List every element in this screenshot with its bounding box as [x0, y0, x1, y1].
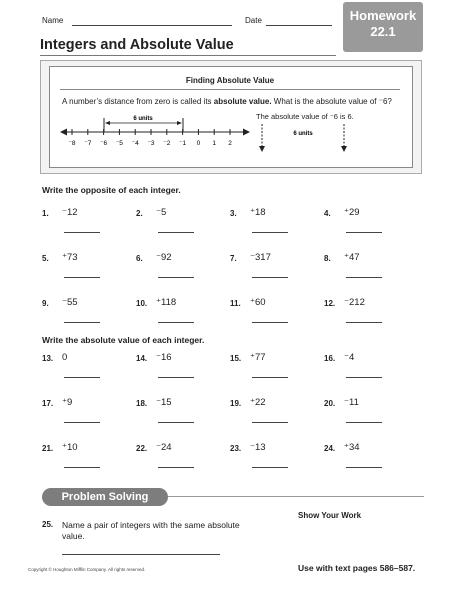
- answer-blank[interactable]: [158, 322, 194, 323]
- badge-line1: Homework: [349, 8, 417, 23]
- answer-blank[interactable]: [346, 377, 382, 378]
- answer-blank[interactable]: [158, 467, 194, 468]
- problem-value: ⁻5: [156, 207, 167, 218]
- text-pages: Use with text pages 586–587.: [298, 563, 416, 573]
- problem-number: 21.: [42, 444, 54, 453]
- problem-number: 16.: [324, 354, 336, 363]
- problem-value: ⁺29: [344, 207, 360, 218]
- answer-blank[interactable]: [158, 232, 194, 233]
- problem-number: 18.: [136, 399, 148, 408]
- name-label: Name: [42, 16, 64, 25]
- answer-blank[interactable]: [64, 232, 100, 233]
- answer-blank[interactable]: [64, 277, 100, 278]
- problem-number: 11.: [230, 299, 241, 308]
- problem-value: ⁺9: [62, 397, 73, 408]
- number-line-tick-label: ⁻3: [147, 140, 155, 147]
- problem-value: ⁺60: [250, 297, 266, 308]
- example-box-title: Finding Absolute Value: [185, 76, 275, 85]
- date-label: Date: [245, 16, 262, 25]
- number-line-tick-label: ⁻5: [115, 140, 123, 147]
- problem-value: ⁺22: [250, 397, 266, 408]
- name-field[interactable]: [72, 25, 232, 26]
- problem-value: ⁻16: [156, 352, 172, 363]
- answer-blank[interactable]: [252, 377, 288, 378]
- copyright: Copyright © Houghton Mifflin Company. All rights reserved.: [28, 567, 146, 572]
- problem-number: 24.: [324, 444, 336, 453]
- problem-number: 6.: [136, 254, 143, 263]
- q25-answer-line[interactable]: [62, 554, 220, 555]
- answer-blank[interactable]: [158, 422, 194, 423]
- answer-blank[interactable]: [252, 322, 288, 323]
- answer-blank[interactable]: [158, 277, 194, 278]
- answer-blank[interactable]: [64, 377, 100, 378]
- answer-blank[interactable]: [64, 422, 100, 423]
- problem-number: 14.: [136, 354, 148, 363]
- answer-blank[interactable]: [346, 277, 382, 278]
- answer-blank[interactable]: [252, 232, 288, 233]
- answer-blank[interactable]: [64, 467, 100, 468]
- problem-number: 20.: [324, 399, 336, 408]
- problem-value: ⁺77: [250, 352, 266, 363]
- problem-number: 12.: [324, 299, 336, 308]
- problem-value: ⁻13: [250, 442, 266, 453]
- number-line: [56, 108, 256, 154]
- problem-value: ⁺73: [62, 252, 78, 263]
- answer-blank[interactable]: [64, 322, 100, 323]
- answer-blank[interactable]: [252, 277, 288, 278]
- number-line-tick-label: ⁻7: [84, 140, 92, 147]
- problem-value: ⁻92: [156, 252, 172, 263]
- answer-blank[interactable]: [346, 232, 382, 233]
- homework-badge: [343, 2, 423, 52]
- section1-heading: Write the opposite of each integer.: [42, 185, 181, 195]
- problem-value: ⁻12: [62, 207, 78, 218]
- number-line-tick-label: 2: [228, 140, 232, 147]
- problem-solving-rule: [166, 496, 424, 497]
- example-box-rule: [60, 89, 400, 90]
- problem-value: ⁺47: [344, 252, 360, 263]
- problem-value: ⁻55: [62, 297, 78, 308]
- problem-solving-banner: Problem Solving: [42, 488, 168, 506]
- q25-text: Name a pair of integers with the same absolute value.: [62, 520, 240, 541]
- problem-number: 3.: [230, 209, 237, 218]
- answer-blank[interactable]: [346, 322, 382, 323]
- example-question: A number’s distance from zero is called its absolute value. What is the absolute value of ⁻6?: [62, 97, 392, 106]
- problem-value: ⁻24: [156, 442, 172, 453]
- title-rule: [40, 55, 336, 56]
- problem-number: 2.: [136, 209, 143, 218]
- problem-number: 10.: [136, 299, 148, 308]
- number-line-tick-label: 0: [196, 140, 201, 147]
- problem-number: 15.: [230, 354, 242, 363]
- problem-value: ⁻317: [250, 252, 271, 263]
- problem-value: ⁻15: [156, 397, 172, 408]
- problem-number: 9.: [42, 299, 49, 308]
- problem-number: 5.: [42, 254, 49, 263]
- show-your-work-label: Show Your Work: [298, 511, 362, 520]
- q25-number: 25.: [42, 520, 54, 529]
- date-field[interactable]: [266, 25, 332, 26]
- problem-number: 23.: [230, 444, 242, 453]
- answer-blank[interactable]: [252, 467, 288, 468]
- section2-heading: Write the absolute value of each integer.: [42, 335, 205, 345]
- problem-number: 4.: [324, 209, 331, 218]
- problem-number: 1.: [42, 209, 49, 218]
- problem-value: ⁺34: [344, 442, 360, 453]
- number-line-tick-label: ⁻1: [179, 140, 187, 147]
- number-line-tick-label: ⁻2: [163, 140, 171, 147]
- badge-line2: 22.1: [370, 24, 396, 39]
- units-label-right: 6 units: [293, 131, 313, 137]
- answer-blank[interactable]: [346, 467, 382, 468]
- problem-value: 0: [62, 352, 68, 363]
- problem-value: ⁺118: [156, 297, 177, 308]
- problem-number: 13.: [42, 354, 54, 363]
- problem-number: 8.: [324, 254, 331, 263]
- problem-value: ⁻11: [344, 397, 359, 408]
- problem-value: ⁺10: [62, 442, 78, 453]
- problem-number: 17.: [42, 399, 54, 408]
- problem-value: ⁻4: [344, 352, 355, 363]
- number-line-tick-label: ⁻4: [131, 140, 139, 147]
- example-answer: The absolute value of ⁻6 is 6.: [256, 112, 354, 121]
- page-title: Integers and Absolute Value: [40, 37, 234, 53]
- problem-number: 22.: [136, 444, 148, 453]
- answer-blank[interactable]: [252, 422, 288, 423]
- problem-value: ⁺18: [250, 207, 266, 218]
- units-label-left: 6 units: [133, 116, 153, 122]
- problem-number: 7.: [230, 254, 237, 263]
- number-line-tick-label: ⁻8: [68, 140, 76, 147]
- problem-number: 19.: [230, 399, 242, 408]
- number-line-tick-label: 1: [212, 140, 217, 147]
- answer-blank[interactable]: [346, 422, 382, 423]
- distance-diagram: [256, 120, 356, 156]
- problem-value: ⁻212: [344, 297, 365, 308]
- number-line-tick-label: ⁻6: [100, 140, 108, 147]
- answer-blank[interactable]: [158, 377, 194, 378]
